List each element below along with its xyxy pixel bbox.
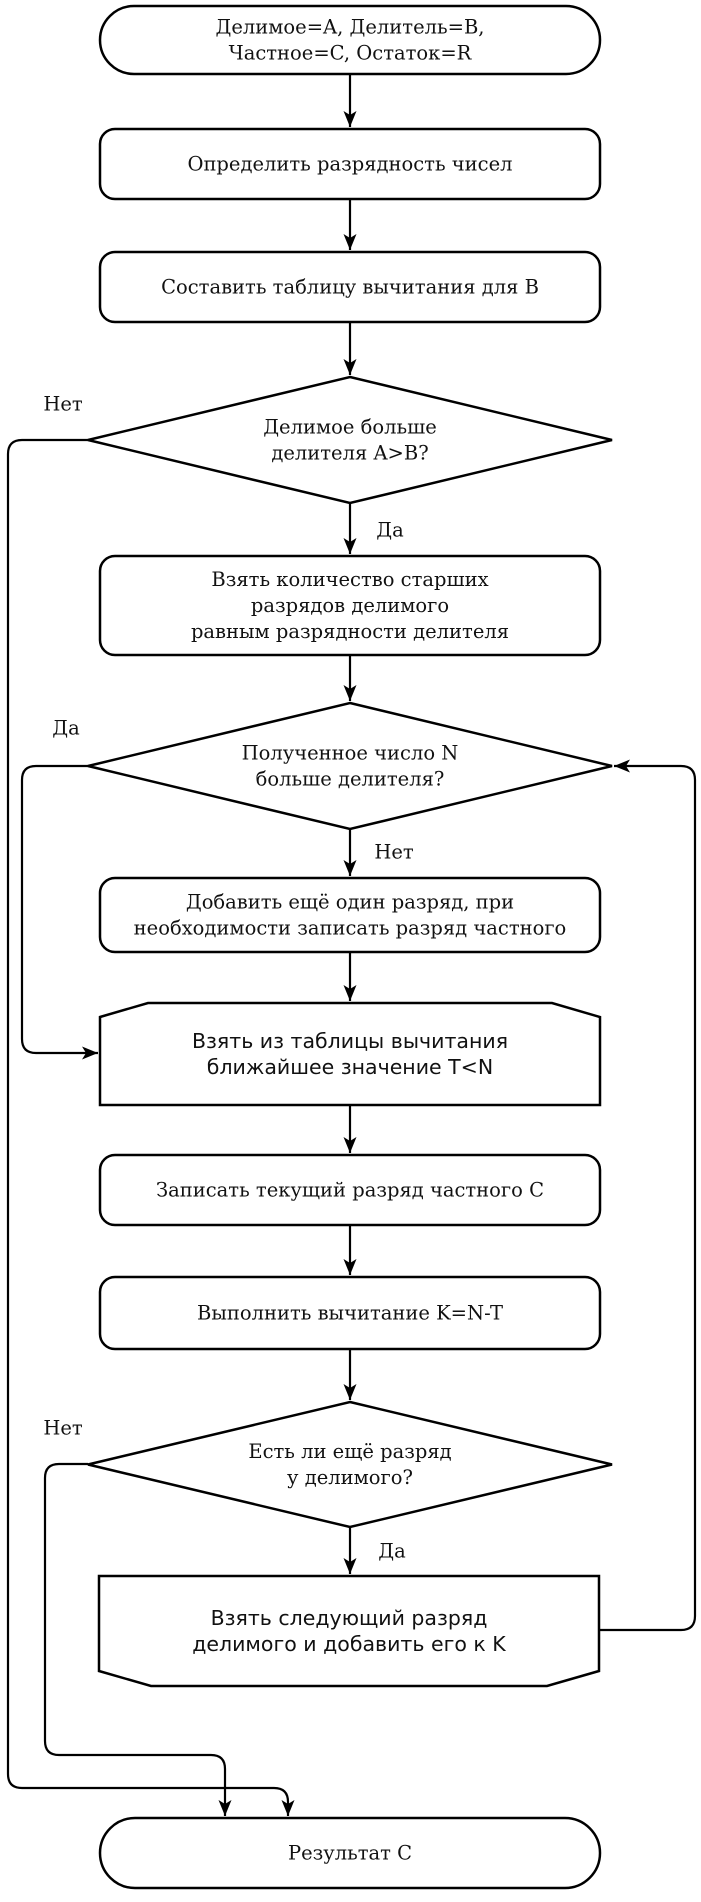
node-take-high-digits-text-line3: равным разрядности делителя <box>190 620 510 643</box>
branch-label-decision1-yes-label: Да <box>376 518 404 542</box>
node-write-quotient-digit-text-line1: Записать текущий разряд частного C <box>155 1178 545 1202</box>
node-add-one-digit-text-line2: необходимости записать разряд частного <box>133 916 567 940</box>
node-add-one-digit <box>100 878 600 952</box>
node-start-terminator-text-line2: Частное=C, Остаток=R <box>228 41 472 65</box>
node-do-subtraction-text-line1: Выполнить вычитание K=N-T <box>197 1301 503 1325</box>
branch-label-decision3-yes-label: Да <box>378 1539 406 1563</box>
node-take-next-digit-text-line2: делимого и добавить его к K <box>192 1632 506 1656</box>
branch-label-decision3-no-label: Нет <box>43 1416 83 1440</box>
node-take-from-table-text-line1: Взять из таблицы вычитания <box>191 1029 509 1053</box>
node-take-from-table <box>100 1003 600 1105</box>
node-decision-a-gt-b-text-line1: Делимое больше <box>263 415 437 439</box>
node-define-bitness-text-line1: Определить разрядность чисел <box>187 152 513 176</box>
node-take-from-table-text-line2: ближайшее значение T<N <box>206 1055 494 1079</box>
node-add-one-digit-text-line1: Добавить ещё один разряд, при <box>185 890 515 914</box>
node-decision-more-digits-text-line2: у делимого? <box>287 1466 413 1489</box>
branch-label-decision1-no-label: Нет <box>43 392 83 416</box>
node-take-high-digits-text-line2: разрядов делимого <box>250 594 450 617</box>
node-take-next-digit <box>99 1576 599 1686</box>
node-decision-n-gt-b-text-line1: Полученное число N <box>241 741 459 765</box>
node-start-terminator-text-line1: Делимое=A, Делитель=B, <box>215 15 485 39</box>
node-take-high-digits-text-line1: Взять количество старших <box>211 568 489 591</box>
branch-label-decision2-no-label: Нет <box>374 840 414 864</box>
node-build-subtract-table-text-line1: Составить таблицу вычитания для B <box>161 275 539 299</box>
node-take-next-digit-text-line1: Взять следующий разряд <box>210 1606 488 1630</box>
node-end-terminator-text-line1: Результат C <box>287 1841 413 1865</box>
node-decision-a-gt-b-text-line2: делителя A>B? <box>271 441 429 465</box>
node-decision-n-gt-b-text-line2: больше делителя? <box>255 767 445 791</box>
branch-label-decision2-yes-label: Да <box>52 716 80 740</box>
node-decision-more-digits-text-line1: Есть ли ещё разряд <box>248 1440 452 1463</box>
